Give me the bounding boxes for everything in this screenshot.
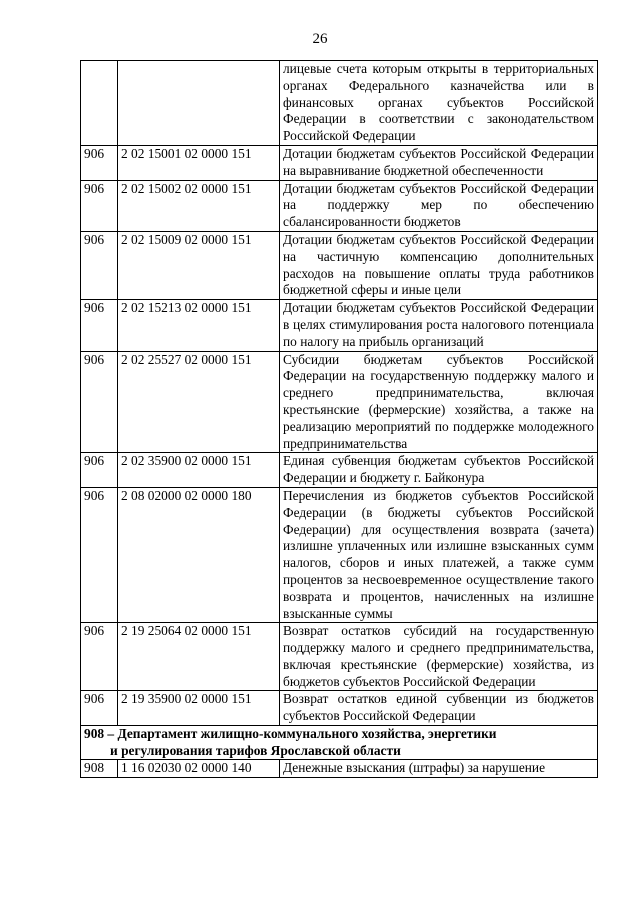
admin-code-cell: 906	[81, 691, 118, 726]
revenue-code-cell: 2 08 02000 02 0000 180	[118, 487, 280, 622]
revenue-code-cell: 2 02 15001 02 0000 151	[118, 145, 280, 180]
table-row	[81, 145, 598, 180]
revenue-code-cell: 1 16 02030 02 0000 140	[118, 760, 280, 778]
revenue-code-cell: 2 02 15002 02 0000 151	[118, 180, 280, 231]
admin-code-cell	[81, 61, 118, 146]
description-cell: Единая субвенция бюджетам субъектов Российской Федерации и бюджету г. Байконура	[280, 453, 598, 488]
table-row	[81, 760, 598, 778]
description-cell: Возврат остатков субсидий на государственную поддержку малого и среднего предпринимательства, включая крестьянские (фермерские) хозяйства, из бюджетов субъектов Российской Федерации	[280, 623, 598, 691]
admin-code-cell: 906	[81, 351, 118, 453]
description-cell: Дотации бюджетам субъектов Российской Федерации на поддержку мер по обеспечению сбалансированности бюджетов	[280, 180, 598, 231]
section-header-line-1: 908 – Департамент жилищно-коммунального хозяйства, энергетики	[84, 726, 497, 742]
admin-code-cell: 906	[81, 487, 118, 622]
admin-code-cell: 906	[81, 453, 118, 488]
table-row	[81, 487, 598, 622]
revenue-code-cell: 2 02 35900 02 0000 151	[118, 453, 280, 488]
admin-code-cell: 908	[81, 760, 118, 778]
table-row	[81, 691, 598, 726]
table-row	[81, 351, 598, 453]
description-cell: Субсидии бюджетам субъектов Российской Федерации на государственную поддержку малого и среднего предпринимательства, включая крестьянские (фермерские) хозяйства, а также на реализацию мероприятий по поддержке молодежного предпринимательства	[280, 351, 598, 453]
revenue-code-cell	[118, 61, 280, 146]
admin-code-cell: 906	[81, 180, 118, 231]
section-header	[81, 726, 598, 760]
description-cell: Денежные взыскания (штрафы) за нарушение	[280, 760, 598, 778]
description-cell: Дотации бюджетам субъектов Российской Федерации в целях стимулирования роста налогового потенциала по налогу на прибыль организаций	[280, 300, 598, 351]
description-cell: Перечисления из бюджетов субъектов Российской Федерации (в бюджеты субъектов Российской Федерации) для осуществления возврата (зачета) излишне уплаченных или излишне взысканных сумм налогов, сборов и иных платежей, а также сумм процентов за несвоевременное осуществление такого возврата и процентов, начисленных на излишне взысканные суммы	[280, 487, 598, 622]
table-row	[81, 231, 598, 299]
admin-code-cell: 906	[81, 623, 118, 691]
description-cell: Дотации бюджетам субъектов Российской Федерации на выравнивание бюджетной обеспеченности	[280, 145, 598, 180]
table-row	[81, 180, 598, 231]
description-cell: Возврат остатков единой субвенции из бюджетов субъектов Российской Федерации	[280, 691, 598, 726]
admin-code-cell: 906	[81, 231, 118, 299]
revenue-code-cell: 2 19 25064 02 0000 151	[118, 623, 280, 691]
page-number: 26	[312, 31, 328, 47]
revenue-code-cell: 2 02 15009 02 0000 151	[118, 231, 280, 299]
table-row	[81, 61, 598, 146]
table-row	[81, 300, 598, 351]
admin-code-cell: 906	[81, 145, 118, 180]
table-row	[81, 623, 598, 691]
revenue-code-cell: 2 02 15213 02 0000 151	[118, 300, 280, 351]
revenue-table	[80, 60, 598, 778]
revenue-code-cell: 2 02 25527 02 0000 151	[118, 351, 280, 453]
section-header-line-2: и регулирования тарифов Ярославской области	[110, 742, 401, 758]
description-cell: лицевые счета которым открыты в территориальных органах Федерального казначейства или в финансовых органах субъектов Российской Федерации в соответствии с законодательством Российской Федерации	[280, 61, 598, 146]
table-row	[81, 453, 598, 488]
admin-code-cell: 906	[81, 300, 118, 351]
description-cell: Дотации бюджетам субъектов Российской Федерации на частичную компенсацию дополнительных расходов на повышение оплаты труда работников бюджетной сферы и иные цели	[280, 231, 598, 299]
revenue-code-cell: 2 19 35900 02 0000 151	[118, 691, 280, 726]
section-header-row	[81, 726, 598, 760]
